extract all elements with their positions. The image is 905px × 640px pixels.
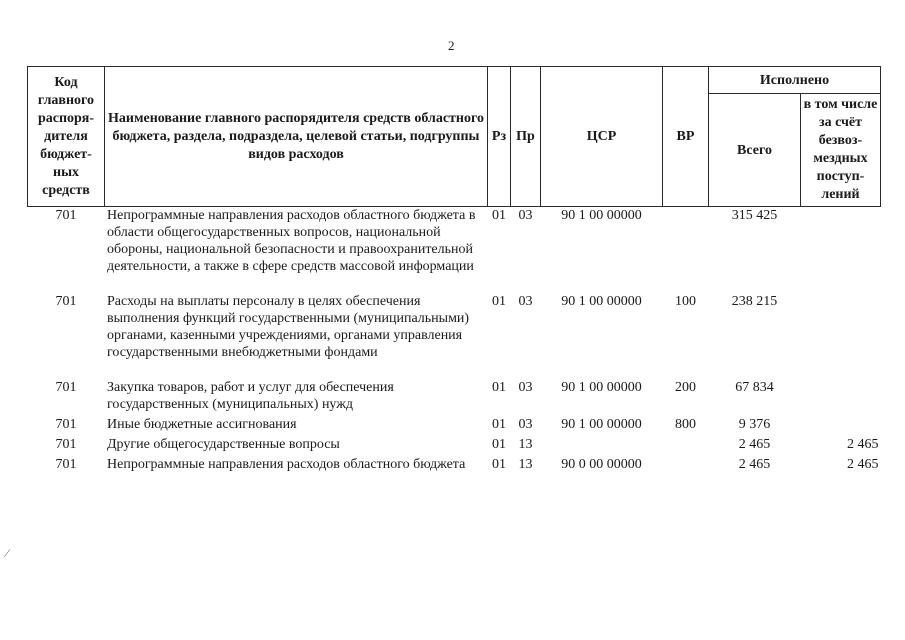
cell-pr: 03 xyxy=(518,380,533,395)
cell-pr: 13 xyxy=(518,457,533,472)
header-code: Код главного распоря-дителя бюджет-ных средств xyxy=(28,67,105,207)
cell-rz: 01 xyxy=(492,208,506,223)
page-number: 2 xyxy=(448,38,455,53)
header-executed: Исполнено xyxy=(709,67,881,94)
cell-csr xyxy=(541,436,663,456)
expenditure-table xyxy=(27,66,881,473)
header-rz: Рз xyxy=(488,67,511,207)
cell-code: 701 xyxy=(55,437,77,452)
cell-code: 701 xyxy=(55,208,77,223)
cell-including: 2 465 xyxy=(847,437,879,452)
cell-total: 67 834 xyxy=(735,380,774,395)
cell-name: Расходы на выплаты персоналу в целях обеспечения выполнения функций государственными (муниципальными) органами, казенными учреждениями, органами управления государственными внебюджетными фондами xyxy=(107,294,470,360)
cell-csr: 90 1 00 00000 xyxy=(561,208,642,223)
cell-vr: 100 xyxy=(675,294,696,309)
cell-pr: 13 xyxy=(518,437,533,452)
cell-including: 2 465 xyxy=(847,457,879,472)
cell-rz: 01 xyxy=(492,380,506,395)
cell-rz: 01 xyxy=(492,417,506,432)
table-row xyxy=(28,379,881,416)
cell-including xyxy=(801,207,881,294)
table-row xyxy=(28,207,881,294)
cell-rz: 01 xyxy=(492,457,506,472)
cell-code: 701 xyxy=(55,417,77,432)
cell-csr: 90 1 00 00000 xyxy=(561,417,642,432)
cell-vr: 200 xyxy=(675,380,696,395)
header-vr: ВР xyxy=(663,67,709,207)
table-header xyxy=(28,67,881,207)
cell-total: 315 425 xyxy=(731,208,778,223)
cell-name: Непрограммные направления расходов областного бюджета xyxy=(107,457,466,472)
cell-rz: 01 xyxy=(492,294,506,309)
table-row xyxy=(28,293,881,379)
cell-code: 701 xyxy=(55,294,77,309)
cell-pr: 03 xyxy=(518,208,533,223)
cell-vr xyxy=(663,207,709,294)
cell-including xyxy=(801,293,881,379)
cell-vr xyxy=(663,436,709,456)
header-csr: ЦСР xyxy=(541,67,663,207)
cell-code: 701 xyxy=(55,380,77,395)
cell-csr: 90 1 00 00000 xyxy=(561,380,642,395)
table-row xyxy=(28,436,881,456)
cell-name: Закупка товаров, работ и услуг для обеспечения государственных (муниципальных) нужд xyxy=(107,380,394,412)
header-total: Всего xyxy=(709,94,801,207)
scan-artifact-mark: ⁄ xyxy=(6,546,9,560)
cell-vr: 800 xyxy=(675,417,696,432)
cell-csr: 90 1 00 00000 xyxy=(561,294,642,309)
header-name: Наименование главного распорядителя средств областного бюджета, раздела, подраздела, целевой статьи, подгруппы видов расходов xyxy=(105,67,488,207)
table-body xyxy=(28,207,881,474)
cell-pr: 03 xyxy=(518,294,533,309)
cell-total: 238 215 xyxy=(731,294,778,309)
header-including: в том числе за счёт безвоз-мездных поступ-лений xyxy=(801,94,881,207)
table-row xyxy=(28,456,881,473)
cell-pr: 03 xyxy=(518,417,533,432)
header-pr: Пр xyxy=(511,67,541,207)
cell-vr xyxy=(663,456,709,473)
cell-rz: 01 xyxy=(492,437,506,452)
cell-name: Иные бюджетные ассигнования xyxy=(107,417,297,432)
cell-total: 9 376 xyxy=(738,417,771,432)
cell-code: 701 xyxy=(55,457,77,472)
cell-csr: 90 0 00 00000 xyxy=(561,457,642,472)
cell-name: Другие общегосударственные вопросы xyxy=(107,437,340,452)
cell-including xyxy=(801,416,881,436)
cell-name: Непрограммные направления расходов областного бюджета в области общегосударственных вопросов, национальной обороны, национальной безопасности и правоохранительной деятельности, а также в сфере средств массовой информации xyxy=(107,208,476,274)
cell-including xyxy=(801,379,881,416)
cell-total: 2 465 xyxy=(738,437,771,452)
table-row xyxy=(28,416,881,436)
cell-total: 2 465 xyxy=(738,457,771,472)
